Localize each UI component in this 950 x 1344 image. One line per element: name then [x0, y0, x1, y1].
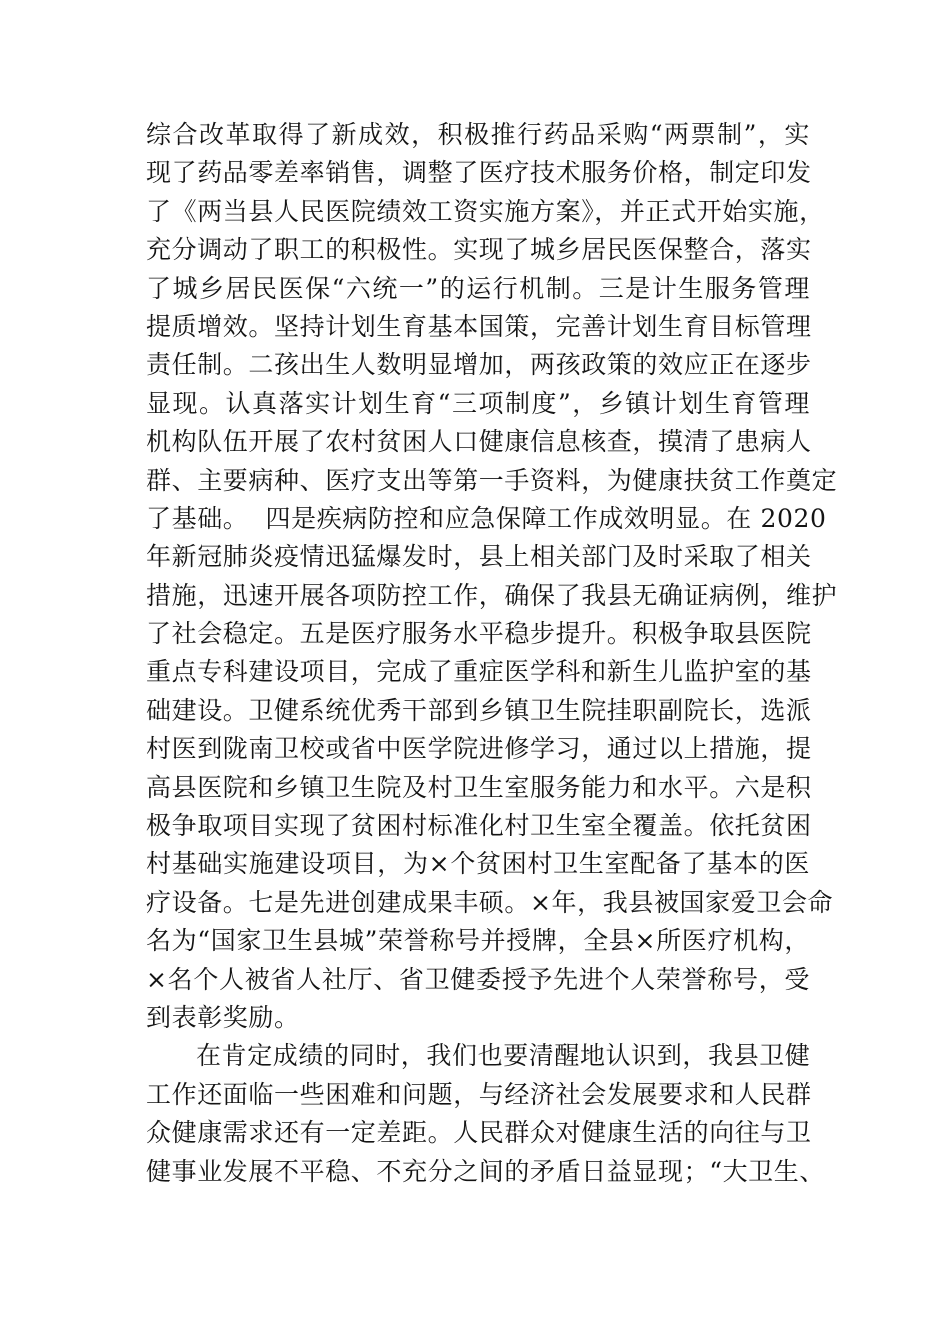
text-line: 高县医院和乡镇卫生院及村卫生室服务能力和水平。六是积	[146, 772, 812, 802]
text-line: 在肯定成绩的同时，我们也要清醒地认识到，我县卫健	[196, 1041, 811, 1071]
text-line: 群、主要病种、医疗支出等第一手资料，为健康扶贫工作奠定	[146, 465, 838, 495]
text-line: 村基础实施建设项目，为×个贫困村卫生室配备了基本的医	[146, 849, 810, 879]
text-line: 极争取项目实现了贫困村标准化村卫生室全覆盖。依托贫困	[146, 811, 812, 841]
text-line: 众健康需求还有一定差距。人民群众对健康生活的向往与卫	[146, 1118, 812, 1148]
text-line: 了城乡居民医保“六统一”的运行机制。三是计生服务管理	[146, 273, 810, 303]
text-line: 现了药品零差率销售，调整了医疗技术服务价格，制定印发	[146, 158, 812, 188]
text-line: 重点专科建设项目，完成了重症医学科和新生儿监护室的基	[146, 657, 812, 687]
text-line: 综合改革取得了新成效，积极推行药品采购“两票制”，实	[146, 120, 810, 149]
text-line: 础建设。卫健系统优秀干部到乡镇卫生院挂职副院长，选派	[146, 695, 812, 725]
text-line: 工作还面临一些困难和问题，与经济社会发展要求和人民群	[146, 1079, 812, 1109]
text-line: 健事业发展不平稳、不充分之间的矛盾日益显现；“大卫生、	[146, 1156, 825, 1186]
text-line: 责任制。二孩出生人数明显增加，两孩政策的效应正在逐步	[146, 350, 812, 380]
text-line: 提质增效。坚持计划生育基本国策，完善计划生育目标管理	[146, 311, 812, 341]
text-line: 机构队伍开展了农村贫困人口健康信息核查，摸清了患病人	[146, 427, 812, 457]
text-line: 显现。认真落实计划生育“三项制度”，乡镇计划生育管理	[146, 388, 810, 418]
text-line: 措施，迅速开展各项防控工作，确保了我县无确证病例，维护	[146, 580, 838, 610]
text-line: 疗设备。七是先进创建成果丰硕。×年，我县被国家爱卫会命	[146, 887, 834, 917]
text-line: 村医到陇南卫校或省中医学院进修学习，通过以上措施，提	[146, 734, 812, 764]
text-line: 年新冠肺炎疫情迅猛爆发时，县上相关部门及时采取了相关	[146, 542, 812, 572]
body-text	[146, 116, 838, 1191]
text-line: 了《两当县人民医院绩效工资实施方案》，并正式开始实施，	[146, 196, 825, 226]
text-line: 了基础。 四是疾病防控和应急保障工作成效明显。在 2020	[146, 503, 827, 533]
text-line: 名为“国家卫生县城”荣誉称号并授牌，全县×所医疗机构，	[146, 926, 810, 956]
text-line: 了社会稳定。五是医疗服务水平稳步提升。积极争取县医院	[146, 619, 812, 649]
text-line: 到表彰奖励。	[146, 1002, 300, 1032]
text-line: ×名个人被省人社厅、省卫健委授予先进个人荣誉称号，受	[146, 964, 810, 994]
text-line: 充分调动了职工的积极性。实现了城乡居民医保整合，落实	[146, 235, 812, 265]
